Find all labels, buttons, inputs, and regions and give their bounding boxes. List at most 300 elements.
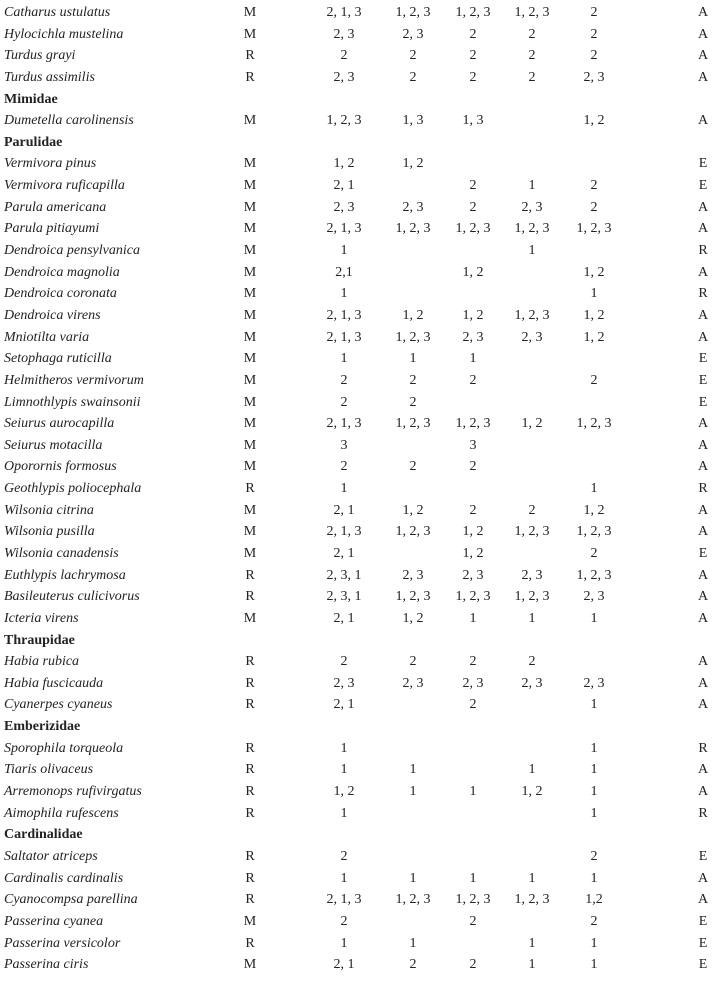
value-cell: 1 [528,762,536,778]
table-row [0,521,717,542]
value-cell: 1, 2, 3 [576,416,612,432]
value-cell: 1, 2, 3 [455,589,491,605]
residency-status: M [243,394,257,410]
table-row [0,673,717,694]
category-code: A [697,221,709,237]
residency-status: M [243,502,257,518]
value-cell: 2, 3 [521,567,543,583]
value-cell: 1, 2, 3 [395,416,431,432]
value-cell: 2 [590,5,598,20]
value-cell: 1, 3 [462,113,484,129]
value-cell: 2 [590,26,598,42]
value-cell: 1, 2, 3 [576,221,612,237]
value-cell: 1, 2, 3 [395,892,431,908]
category-code: A [697,459,709,475]
value-cell: 1, 2 [402,307,424,323]
value-cell: 2 [469,957,477,973]
value-cell: 2 [469,459,477,475]
table-row [0,45,717,66]
species-name: Setophaga ruticilla [4,351,112,367]
value-cell: 2, 3 [583,589,605,605]
family-header: Emberizidae [4,719,81,735]
value-cell: 1 [340,935,348,951]
residency-status: M [243,178,257,194]
species-name: Dendroica virens [4,307,101,323]
category-code: E [698,156,708,172]
value-cell: 1, 2, 3 [576,567,612,583]
value-cell: 1 [340,243,348,259]
value-cell: 2 [409,394,417,410]
residency-status: M [243,156,257,172]
species-name: Hylocichla mustelina [4,26,124,42]
species-name: Saltator atriceps [4,848,98,864]
value-cell: 1, 3 [402,113,424,129]
value-cell: 1 [590,762,598,778]
residency-status: M [243,5,257,20]
value-cell: 1 [590,740,598,756]
value-cell: 2 [590,372,598,388]
table-row [0,370,717,391]
value-cell: 1, 2 [402,156,424,172]
value-cell: 1, 2 [333,784,355,800]
value-cell: 1 [528,870,536,886]
category-code: E [698,848,708,864]
value-cell: 2 [409,48,417,64]
value-cell: 1, 2 [462,264,484,280]
value-cell: 2 [409,654,417,670]
value-cell: 1, 2 [402,610,424,626]
table-row [0,565,717,586]
category-code: R [698,805,708,821]
value-cell: 1 [590,610,598,626]
category-code: A [697,675,709,691]
value-cell: 2, 1 [333,697,355,713]
value-cell: 2, 3 [333,675,355,691]
category-code: E [698,957,708,973]
category-code: R [698,243,708,259]
category-code: A [697,307,709,323]
value-cell: 2, 3 [521,675,543,691]
table-row [0,153,717,174]
species-name: Geothlypis poliocephala [4,481,142,497]
value-cell: 1, 2, 3 [395,524,431,540]
residency-status: M [243,459,257,475]
species-name: Limnothlypis swainsonii [4,394,141,410]
species-name: Dendroica pensylvanica [4,243,140,259]
value-cell: 2, 3, 1 [326,589,362,605]
value-cell: 2 [409,69,417,85]
value-cell: 2 [469,654,477,670]
value-cell: 1, 2 [583,113,605,129]
residency-status: R [245,48,255,64]
category-code: A [697,26,709,42]
value-cell: 2 [469,69,477,85]
value-cell: 1 [590,481,598,497]
residency-status: M [243,416,257,432]
residency-status: M [243,351,257,367]
category-code: E [698,178,708,194]
value-cell: 1, 2 [583,329,605,345]
value-cell: 1, 2 [583,502,605,518]
value-cell: 1, 2, 3 [326,113,362,129]
value-cell: 1 [528,610,536,626]
value-cell: 1, 2, 3 [395,5,431,20]
species-name: Euthlypis lachrymosa [4,567,126,583]
species-name: Oporornis formosus [4,459,117,475]
value-cell: 2 [409,957,417,973]
residency-status: R [245,654,255,670]
residency-status: M [243,610,257,626]
value-cell: 1, 2, 3 [514,5,550,20]
residency-status: R [245,848,255,864]
value-cell: 2, 3 [462,329,484,345]
value-cell: 1, 2, 3 [395,221,431,237]
table-row [0,175,717,196]
family-header: Cardinalidae [4,827,83,843]
category-code: E [698,394,708,410]
residency-status: R [245,740,255,756]
value-cell: 2,1 [335,264,353,280]
species-name: Wilsonia citrina [4,502,94,518]
value-cell: 2, 1, 3 [326,221,362,237]
category-code: A [697,870,709,886]
category-code: A [697,892,709,908]
table-row [0,846,717,867]
category-code: R [698,286,708,302]
value-cell: 1, 2, 3 [455,892,491,908]
value-cell: 2, 1 [333,546,355,561]
residency-status: M [243,286,257,302]
value-cell: 2 [590,48,598,64]
species-name: Mniotilta varia [4,329,90,345]
value-cell: 1, 2, 3 [514,307,550,323]
value-cell: 1 [409,784,417,800]
value-cell: 2, 1 [333,957,355,973]
category-code: A [697,437,709,453]
species-name: Aimophila rufescens [4,805,119,821]
value-cell: 3 [469,437,477,453]
table-row [0,67,717,88]
species-name: Passerina cyanea [4,913,104,929]
value-cell: 1, 2 [521,416,543,432]
family-header: Parulidae [4,134,63,150]
table-row [0,348,717,369]
table-row [0,803,717,824]
residency-status: R [245,69,255,85]
value-cell: 1 [590,697,598,713]
value-cell: 2 [469,48,477,64]
value-cell: 2 [590,913,598,929]
value-cell: 2 [340,913,348,929]
value-cell: 2 [528,654,536,670]
value-cell: 2, 3 [402,26,424,42]
value-cell: 2, 1 [333,610,355,626]
value-cell: 1, 2, 3 [514,221,550,237]
value-cell: 1 [528,178,536,194]
species-name: Turdus grayi [4,48,76,64]
value-cell: 1,2 [585,892,603,908]
table-row [0,933,717,954]
value-cell: 1 [469,784,477,800]
value-cell: 2, 1, 3 [326,416,362,432]
value-cell: 2, 3, 1 [326,567,362,583]
value-cell: 2 [528,502,536,518]
value-cell: 2 [590,178,598,194]
table-row [0,586,717,607]
species-name: Turdus assimilis [4,69,95,85]
table-row [0,694,717,715]
value-cell: 2 [340,654,348,670]
value-cell: 1 [340,351,348,367]
residency-status: M [243,26,257,42]
value-cell: 2 [340,372,348,388]
species-name: Basileuterus culicivorus [4,589,140,605]
residency-status: M [243,957,257,973]
species-name: Icteria virens [4,610,79,626]
species-name: Parula pitiayumi [4,221,100,237]
table-row [0,500,717,521]
category-code: A [697,502,709,518]
value-cell: 1 [340,762,348,778]
value-cell: 2 [590,546,598,561]
residency-status: R [245,567,255,583]
table-row [0,868,717,889]
species-name: Habia fuscicauda [4,675,104,691]
value-cell: 2 [469,697,477,713]
value-cell: 2, 3 [402,567,424,583]
category-code: A [697,784,709,800]
table-row [0,911,717,932]
residency-status: M [243,372,257,388]
value-cell: 1 [409,870,417,886]
species-name: Vermivora pinus [4,156,97,172]
value-cell: 1, 2 [462,307,484,323]
table-row [0,435,717,456]
value-cell: 2, 3 [521,329,543,345]
value-cell: 1, 2, 3 [455,416,491,432]
value-cell: 2 [469,913,477,929]
residency-status: M [243,913,257,929]
value-cell: 1, 2 [402,502,424,518]
table-row [0,197,717,218]
value-cell: 2, 1 [333,178,355,194]
table-row [0,651,717,672]
species-name: Cyanocompsa parellina [4,892,138,908]
value-cell: 1 [590,784,598,800]
table-row [0,889,717,910]
residency-status: M [243,264,257,280]
table-row [0,327,717,348]
category-code: A [697,69,709,85]
value-cell: 1 [340,481,348,497]
category-code: A [697,697,709,713]
category-code: A [697,113,709,129]
value-cell: 1 [528,957,536,973]
value-cell: 2 [469,372,477,388]
value-cell: 2 [340,848,348,864]
category-code: A [697,264,709,280]
value-cell: 1 [528,935,536,951]
species-name: Passerina versicolor [4,935,121,951]
value-cell: 1, 2 [521,784,543,800]
residency-status: M [243,243,257,259]
residency-status: R [245,762,255,778]
value-cell: 2 [528,26,536,42]
value-cell: 1 [409,351,417,367]
value-cell: 1 [340,286,348,302]
value-cell: 1, 2, 3 [455,221,491,237]
residency-status: M [243,437,257,453]
value-cell: 1 [469,870,477,886]
residency-status: R [245,805,255,821]
residency-status: R [245,697,255,713]
table-row [0,781,717,802]
value-cell: 1 [590,805,598,821]
value-cell: 2 [340,48,348,64]
value-cell: 1, 2, 3 [576,524,612,540]
value-cell: 2, 3 [462,567,484,583]
table-row [0,110,717,131]
value-cell: 1 [340,740,348,756]
residency-status: R [245,784,255,800]
species-name: Helmitheros vermivorum [4,372,144,388]
residency-status: R [245,870,255,886]
residency-status: M [243,307,257,323]
species-name: Parula americana [4,199,107,215]
category-code: A [697,48,709,64]
category-code: A [697,589,709,605]
residency-status: M [243,199,257,215]
residency-status: R [245,675,255,691]
value-cell: 1 [340,870,348,886]
value-cell: 1, 2 [583,264,605,280]
value-cell: 2, 1, 3 [326,524,362,540]
family-header: Thraupidae [4,632,75,648]
value-cell: 2, 3 [583,69,605,85]
value-cell: 1 [590,935,598,951]
value-cell: 2 [469,26,477,42]
residency-status: R [245,481,255,497]
value-cell: 3 [340,437,348,453]
species-name: Vermivora ruficapilla [4,178,125,194]
value-cell: 2 [340,459,348,475]
species-name: Catharus ustulatus [4,5,111,20]
category-code: A [697,610,709,626]
species-name: Habia rubica [4,654,80,670]
category-code: A [697,567,709,583]
value-cell: 2 [469,178,477,194]
table-row [0,543,717,564]
residency-status: M [243,113,257,129]
family-header: Mimidae [4,91,58,107]
category-code: A [697,524,709,540]
table-row [0,608,717,629]
value-cell: 1 [590,870,598,886]
value-cell: 2 [469,199,477,215]
species-name: Dendroica coronata [4,286,117,302]
value-cell: 2 [409,459,417,475]
table-row [0,478,717,499]
value-cell: 2, 1, 3 [326,329,362,345]
value-cell: 2 [528,69,536,85]
table-row [0,305,717,326]
value-cell: 2 [340,394,348,410]
category-code: A [697,654,709,670]
value-cell: 2, 1, 3 [326,5,362,20]
residency-status: M [243,546,257,561]
table-row [0,759,717,780]
residency-status: R [245,935,255,951]
table-row [0,413,717,434]
value-cell: 2, 3 [402,675,424,691]
species-name: Cardinalis cardinalis [4,870,124,886]
value-cell: 2, 3 [333,199,355,215]
value-cell: 2, 1 [333,502,355,518]
residency-status: M [243,221,257,237]
value-cell: 1, 2, 3 [514,524,550,540]
table-row [0,262,717,283]
value-cell: 1, 2 [462,546,484,561]
category-code: A [697,416,709,432]
category-code: E [698,372,708,388]
species-name: Wilsonia canadensis [4,546,119,561]
value-cell: 2, 3 [462,675,484,691]
table-row [0,24,717,45]
category-code: A [697,762,709,778]
value-cell: 1, 2, 3 [514,892,550,908]
value-cell: 2, 3 [583,675,605,691]
category-code: A [697,329,709,345]
value-cell: 1, 2 [462,524,484,540]
species-name: Seiurus aurocapilla [4,416,115,432]
value-cell: 2, 3 [333,26,355,42]
residency-status: M [243,524,257,540]
table-row [0,738,717,759]
value-cell: 2, 3 [333,69,355,85]
category-code: E [698,546,708,561]
value-cell: 2 [409,372,417,388]
value-cell: 1, 2, 3 [395,329,431,345]
value-cell: 2, 3 [521,199,543,215]
value-cell: 2 [469,502,477,518]
value-cell: 1 [469,610,477,626]
category-code: E [698,913,708,929]
table-row [0,456,717,477]
category-code: R [698,740,708,756]
table-row [0,392,717,413]
value-cell: 1 [340,805,348,821]
species-name: Dumetella carolinensis [4,113,134,129]
residency-status: M [243,329,257,345]
species-name: Sporophila torqueola [4,740,124,756]
value-cell: 1, 2, 3 [514,589,550,605]
species-name: Wilsonia pusilla [4,524,95,540]
category-code: R [698,481,708,497]
value-cell: 1 [409,762,417,778]
category-code: E [698,935,708,951]
species-name: Dendroica magnolia [4,264,120,280]
table-row [0,2,717,23]
residency-status: R [245,589,255,605]
residency-status: R [245,892,255,908]
category-code: A [697,199,709,215]
value-cell: 1 [590,957,598,973]
table-row [0,240,717,261]
category-code: A [697,5,709,20]
value-cell: 1, 2 [333,156,355,172]
value-cell: 2, 1, 3 [326,892,362,908]
table-row [0,954,717,975]
